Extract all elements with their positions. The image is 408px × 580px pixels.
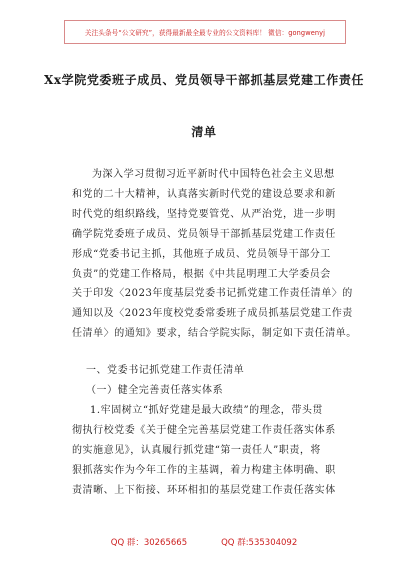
intro-line: 通知以及〈2023年度校党委常委班子成员抓基层党建工作责 [72, 308, 353, 320]
section-heading: 一、党委书记抓党建工作责任清单 [86, 365, 245, 376]
subsection-heading: （一）健全完善责任落实体系 [86, 385, 224, 396]
item-line: 彻执行校党委《关于健全完善基层党建工作责任落实体系 [72, 424, 336, 436]
intro-line: 时代党的组织路线，坚持党要管党、从严治党，进一步明 [72, 208, 336, 220]
item-line: 责清晰、上下衔接、环环相扣的基层党建工作责任落实体 [72, 484, 336, 496]
promo-banner [64, 20, 346, 44]
intro-line: 任清单〉的通知》要求，结合学院实际，制定如下责任清单。 [72, 328, 357, 340]
intro-paragraph [72, 165, 357, 344]
intro-line: 形成“党委书记主抓，其他班子成员、党员领导干部分工 [72, 248, 331, 260]
intro-line: 负责”的党建工作格局，根据《中共昆明理工大学委员会 [72, 268, 331, 280]
item-paragraph [72, 401, 334, 501]
intro-line: 和党的二十大精神，认真落实新时代党的建设总要求和新 [72, 188, 336, 200]
qq-group-2: QQ 群:535304092 [221, 538, 298, 548]
intro-line: 关于印发〈2023年度基层党委书记抓党建工作责任清单〉的 [72, 288, 353, 300]
document-title-line-2: 清单 [191, 125, 217, 139]
item-line: 的实施意见》，认真履行抓党建“第一责任人”职责，将 [72, 444, 321, 456]
intro-line: 确学院党委班子成员、党员领导干部抓基层党建工作责任 [72, 228, 336, 240]
item-line: 狠抓落实作为今年工作的主基调，着力构建主体明确、职 [72, 464, 336, 476]
qq-group-1: QQ 群：30265665 [110, 538, 188, 548]
document-title-line-1: Xx学院党委班子成员、党员领导干部抓基层党建工作责任 [43, 73, 365, 87]
footer-contacts [0, 536, 408, 548]
promo-banner-text: 关注头条号“公文研究”，获得最新最全最专业的公文资料库！ 微信：gongwenyj [84, 29, 326, 37]
item-line: 1.牢固树立“抓好党建是最大政绩”的理念，带头贯 [90, 405, 323, 416]
intro-line: 为深入学习贯彻习近平新时代中国特色社会主义思想 [92, 169, 335, 180]
